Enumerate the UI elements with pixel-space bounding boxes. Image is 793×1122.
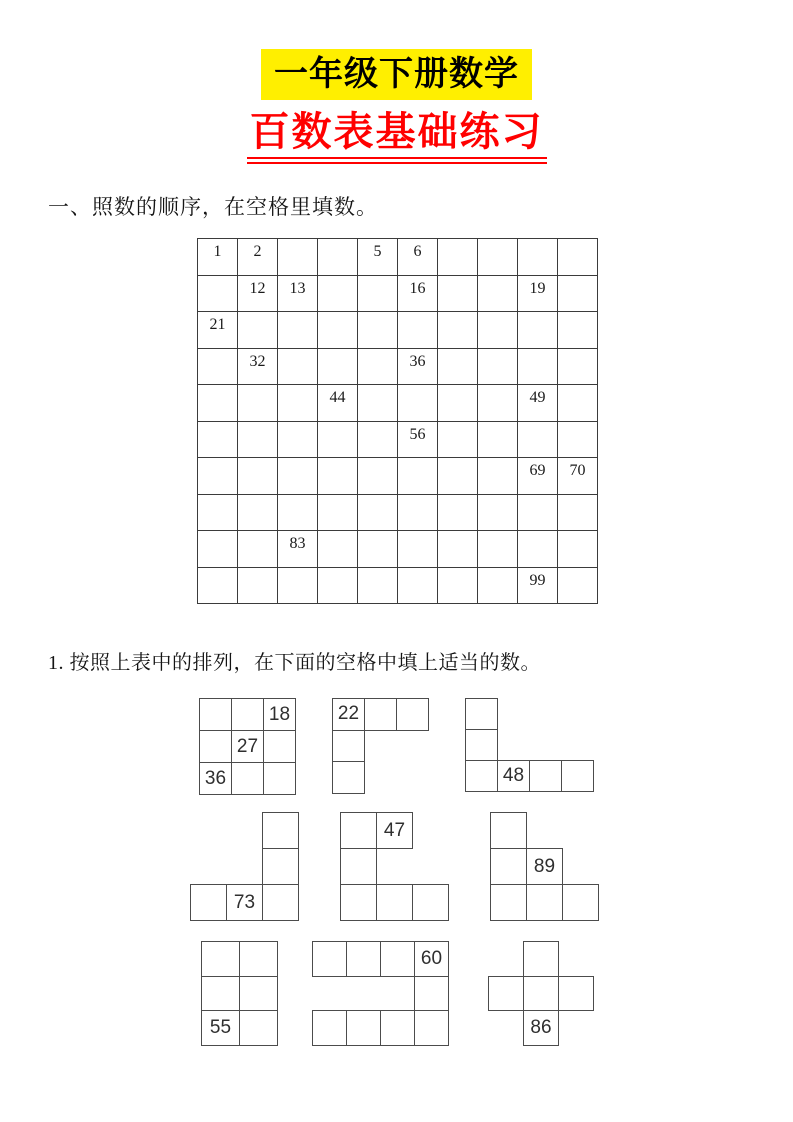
shape-73-cell-r3c3 <box>262 884 299 921</box>
shape-60-cell-r1c4: 60 <box>414 941 449 977</box>
shape-55-cell-r1c2 <box>239 941 278 977</box>
shape-18-27-36-cell-r1c3: 18 <box>263 698 296 731</box>
hundred-chart-cell-r6c6: 56 <box>398 422 438 459</box>
shape-48-cell-r3c1 <box>465 760 498 792</box>
shape-73-cell-r3c1 <box>190 884 227 921</box>
shape-18-27-36-cell-r3c2 <box>231 762 264 795</box>
shape-60-cell-r2c4 <box>414 976 449 1012</box>
shape-60-cell-r3c4 <box>414 1010 449 1046</box>
page-subtitle: 百数表基础练习 <box>247 108 547 164</box>
shape-22-cell-r1c2 <box>364 698 397 731</box>
shape-89-cell-r2c2: 89 <box>526 848 563 885</box>
hundred-chart-cell-r2c3: 13 <box>278 276 318 313</box>
shape-55-cell-r1c1 <box>201 941 240 977</box>
shape-86-cell-r2c3 <box>558 976 594 1012</box>
shape-60-cell-r3c3 <box>380 1010 415 1046</box>
hundred-chart-cell-r3c1: 21 <box>198 312 238 349</box>
shape-48-cell-r3c2: 48 <box>497 760 530 792</box>
shape-18-27-36-cell-r2c3 <box>263 730 296 763</box>
shape-47-cell-r1c1 <box>340 812 377 849</box>
shape-47-cell-r3c2 <box>376 884 413 921</box>
shape-89-cell-r2c1 <box>490 848 527 885</box>
shape-60-cell-r1c3 <box>380 941 415 977</box>
shape-47-cell-r2c1 <box>340 848 377 885</box>
shape-86-cell-r2c2 <box>523 976 559 1012</box>
shape-73-cell-r1c3 <box>262 812 299 849</box>
hundred-chart-cell-r1c5: 5 <box>358 239 398 276</box>
hundred-chart-cell-r4c2: 32 <box>238 349 278 386</box>
shape-55-cell-r2c1 <box>201 976 240 1012</box>
shape-89-cell-r3c2 <box>526 884 563 921</box>
page-title: 一年级下册数学 <box>261 49 532 100</box>
hundred-chart-cell-r7c9: 69 <box>518 458 558 495</box>
hundred-chart-cell-r10c9: 99 <box>518 568 558 605</box>
shape-60-cell-r1c1 <box>312 941 347 977</box>
shape-18-27-36-cell-r1c2 <box>231 698 264 731</box>
shape-60-cell-r3c1 <box>312 1010 347 1046</box>
hundred-chart-cell-r1c2: 2 <box>238 239 278 276</box>
shape-47-cell-r3c1 <box>340 884 377 921</box>
hundred-chart-cell-r1c6: 6 <box>398 239 438 276</box>
hundred-chart-cell-r7c10: 70 <box>558 458 598 495</box>
shape-60-cell-r1c2 <box>346 941 381 977</box>
question-1-text: 1. 按照上表中的排列，在下面的空格中填上适当的数。 <box>48 652 541 674</box>
shape-18-27-36-cell-r3c3 <box>263 762 296 795</box>
shape-86-cell-r2c1 <box>488 976 524 1012</box>
shape-73-cell-r3c2: 73 <box>226 884 263 921</box>
hundred-chart-cell-r2c6: 16 <box>398 276 438 313</box>
hundred-chart-cell-r2c2: 12 <box>238 276 278 313</box>
hundred-chart-cell-r5c9: 49 <box>518 385 558 422</box>
hundred-chart-cell-r5c4: 44 <box>318 385 358 422</box>
shape-48-cell-r3c4 <box>561 760 594 792</box>
shape-18-27-36-cell-r3c1: 36 <box>199 762 232 795</box>
shape-47-cell-r3c3 <box>412 884 449 921</box>
shape-55-cell-r2c2 <box>239 976 278 1012</box>
section-1-heading: 一、照数的顺序，在空格里填数。 <box>48 195 378 219</box>
shape-48-cell-r2c1 <box>465 729 498 761</box>
shape-18-27-36-cell-r1c1 <box>199 698 232 731</box>
hundred-chart-cell-r4c6: 36 <box>398 349 438 386</box>
shape-60-cell-r3c2 <box>346 1010 381 1046</box>
shape-22-cell-r3c1 <box>332 761 365 794</box>
shape-89-cell-r3c3 <box>562 884 599 921</box>
shape-22-cell-r1c1: 22 <box>332 698 365 731</box>
shape-89-cell-r3c1 <box>490 884 527 921</box>
shape-18-27-36-cell-r2c2: 27 <box>231 730 264 763</box>
shape-48-cell-r3c3 <box>529 760 562 792</box>
shape-89-cell-r1c1 <box>490 812 527 849</box>
shape-18-27-36-cell-r2c1 <box>199 730 232 763</box>
shape-22-cell-r2c1 <box>332 730 365 763</box>
hundred-chart-cell-r2c9: 19 <box>518 276 558 313</box>
shape-73-cell-r2c3 <box>262 848 299 885</box>
shape-86-cell-r3c2: 86 <box>523 1010 559 1046</box>
hundred-chart-cell-r1c1: 1 <box>198 239 238 276</box>
shape-48-cell-r1c1 <box>465 698 498 730</box>
shape-86-cell-r1c2 <box>523 941 559 977</box>
hundred-chart-cell-r9c3: 83 <box>278 531 318 568</box>
shape-22-cell-r1c3 <box>396 698 429 731</box>
shape-55-cell-r3c2 <box>239 1010 278 1046</box>
shape-55-cell-r3c1: 55 <box>201 1010 240 1046</box>
shape-47-cell-r1c2: 47 <box>376 812 413 849</box>
